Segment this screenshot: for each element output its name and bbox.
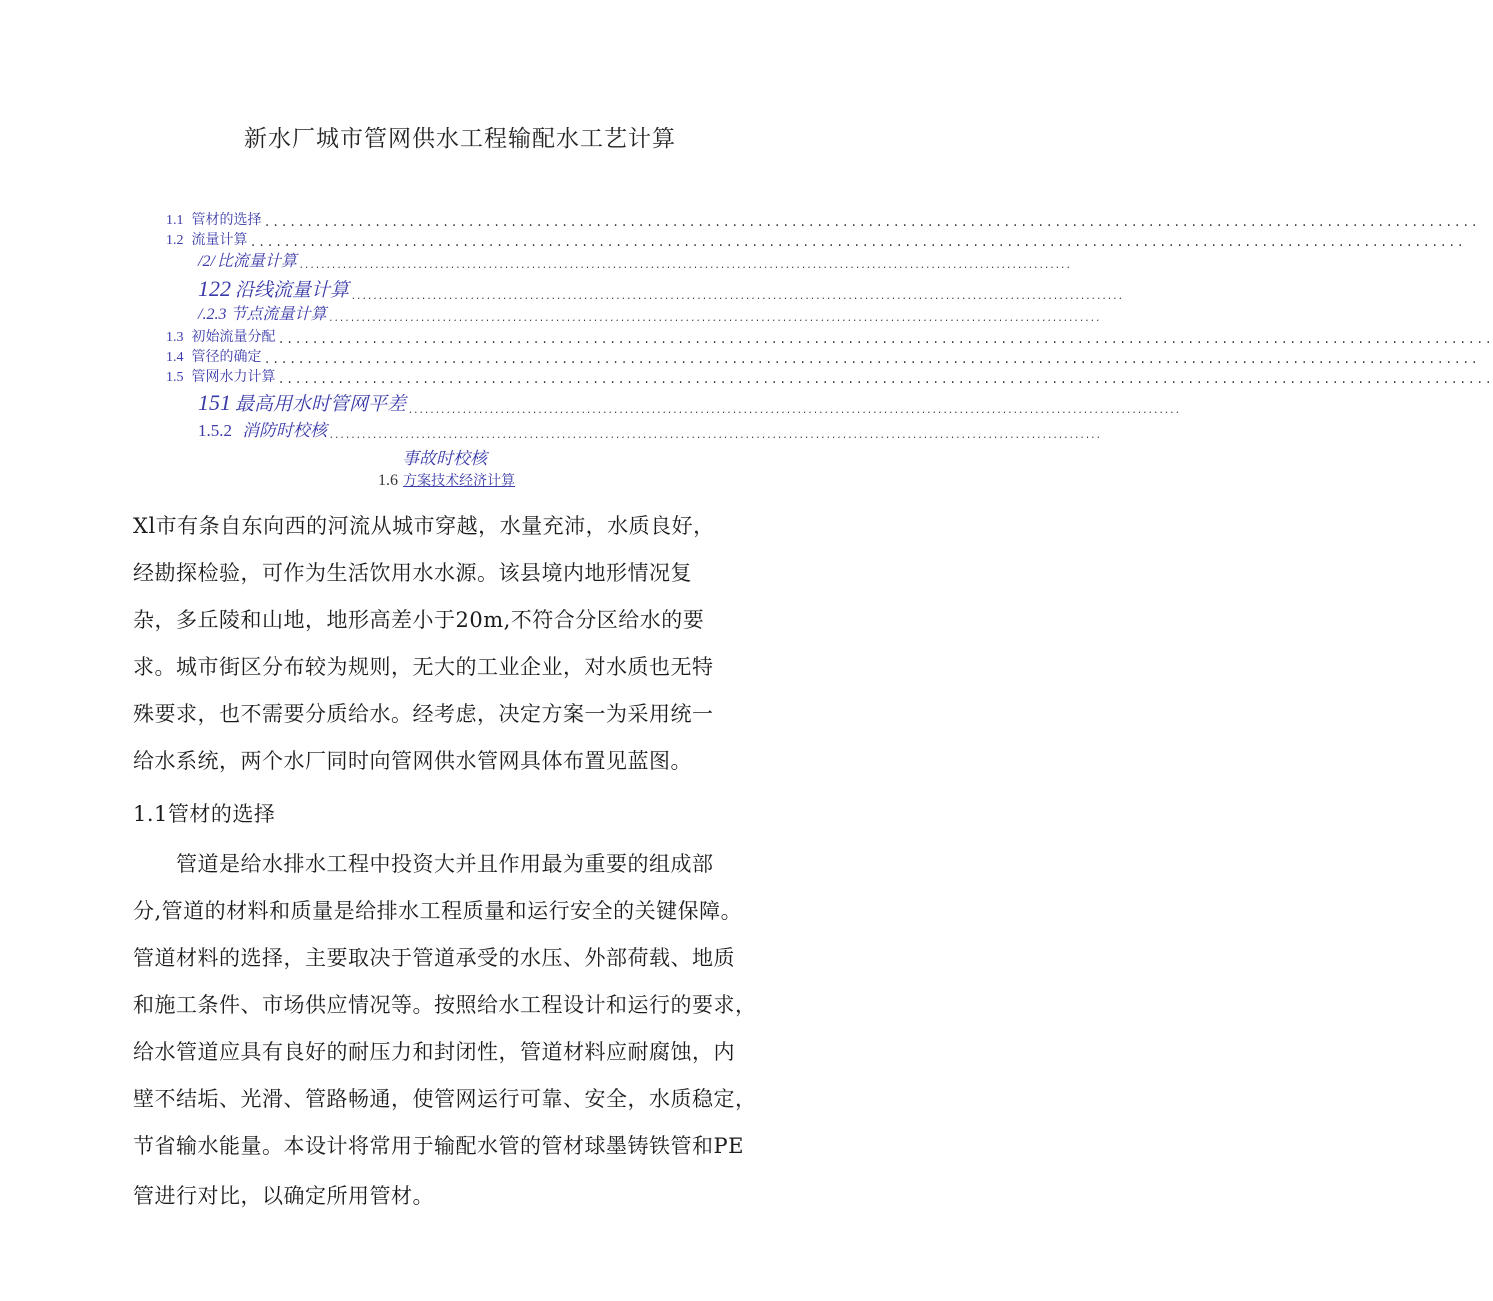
toc-number: 1.6 xyxy=(378,472,398,489)
toc-label: 流量计算 xyxy=(191,232,248,248)
toc-item-1-5-2[interactable] xyxy=(198,421,1102,441)
body-line: 管进行对比，以确定所用管材。 xyxy=(133,1184,434,1208)
toc-leader: ............................................................................................................................................... xyxy=(298,261,1072,271)
toc-item-1-2-3[interactable] xyxy=(198,304,1101,324)
toc-item-1-1[interactable] xyxy=(166,211,1480,230)
toc-item-1-2-1[interactable] xyxy=(198,251,1072,271)
toc-number: 1.5 xyxy=(166,370,184,385)
toc-number: 1.5.2 xyxy=(198,421,232,440)
toc-label: 最高用水时管网平差 xyxy=(235,393,407,415)
toc-label: 方案技术经济计算 xyxy=(403,473,516,489)
toc-item-1-5-1[interactable] xyxy=(198,390,1181,416)
document-title: 新水厂城市管网供水工程输配水工艺计算 xyxy=(244,126,676,152)
toc-number: 151 xyxy=(198,390,231,415)
toc-leader: ............................................................................................................................................... xyxy=(408,406,1181,416)
toc-label: 消防时校核 xyxy=(242,421,327,441)
toc-leader: ............................................................................................................................................... xyxy=(277,373,1493,387)
body-line: 分,管道的材料和质量是给排水工程质量和运行安全的关键保障。 xyxy=(133,899,743,923)
toc-leader: ............................................................................................................................................... xyxy=(263,216,1480,230)
body-line: 给水管道应具有良好的耐压力和封闭性，管道材料应耐腐蚀，内 xyxy=(133,1040,735,1064)
body-line: 节省输水能量。本设计将常用于输配水管的管材球墨铸铁管和PE xyxy=(133,1134,744,1158)
section-heading: 1.1管材的选择 xyxy=(133,802,276,826)
toc-leader: ............................................................................................................................................... xyxy=(249,236,1466,250)
toc-label: 初始流量分配 xyxy=(191,329,276,345)
body-line: 壁不结垢、光滑、管路畅通，使管网运行可靠、安全，水质稳定， xyxy=(133,1087,757,1111)
toc-label: 沿线流量计算 xyxy=(235,279,350,301)
toc-item-1-2-2[interactable] xyxy=(198,276,1124,302)
body-line: 管道材料的选择，主要取决于管道承受的水压、外部荷载、地质 xyxy=(133,946,735,970)
toc-item-1-4[interactable] xyxy=(166,348,1480,367)
toc-item-accident-check[interactable]: 事故时校核 xyxy=(402,449,487,469)
toc-label: 管网水力计算 xyxy=(191,369,276,385)
toc-item-1-5[interactable] xyxy=(166,368,1493,387)
toc-leader: ............................................................................................................................................... xyxy=(277,333,1493,347)
toc-number: 1.2 xyxy=(166,233,184,248)
body-line: Xl市有条自东向西的河流从城市穿越，水量充沛，水质良好， xyxy=(133,514,715,538)
toc-number: 1.3 xyxy=(166,330,184,345)
toc-number: 1.4 xyxy=(166,350,184,365)
toc-item-1-3[interactable] xyxy=(166,328,1493,347)
toc-leader: ............................................................................................................................................... xyxy=(263,353,1480,367)
toc-label: 管径的确定 xyxy=(191,349,262,365)
toc-number: /.2.3 xyxy=(198,306,227,323)
toc-item-1-6[interactable] xyxy=(378,470,515,490)
toc-label: 节点流量计算 xyxy=(230,304,327,323)
body-line: 杂，多丘陵和山地，地形高差小于20m,不符合分区给水的要 xyxy=(133,608,705,632)
toc-leader: ............................................................................................................................................... xyxy=(351,292,1124,302)
body-line: 给水系统，两个水厂同时向管网供水管网具体布置见蓝图。 xyxy=(133,749,692,773)
toc-leader: ............................................................................................................................................... xyxy=(329,431,1102,441)
toc-label: 比流量计算 xyxy=(216,251,297,270)
body-line: 求。城市街区分布较为规则，无大的工业企业，对水质也无特 xyxy=(133,655,714,679)
body-line: 殊要求，也不需要分质给水。经考虑，决定方案一为采用统一 xyxy=(133,702,714,726)
toc-number: /2/ xyxy=(198,253,215,270)
toc-number: 122 xyxy=(198,276,231,301)
body-line: 经勘探检验，可作为生活饮用水水源。该县境内地形情况复 xyxy=(133,561,692,585)
toc-item-1-2[interactable] xyxy=(166,231,1466,250)
body-line: 和施工条件、市场供应情况等。按照给水工程设计和运行的要求， xyxy=(133,993,757,1017)
toc-number: 1.1 xyxy=(166,213,184,228)
toc-label: 管材的选择 xyxy=(191,212,262,228)
toc-leader: ............................................................................................................................................... xyxy=(328,314,1101,324)
body-line: 管道是给水排水工程中投资大并且作用最为重要的组成部 xyxy=(133,852,714,876)
